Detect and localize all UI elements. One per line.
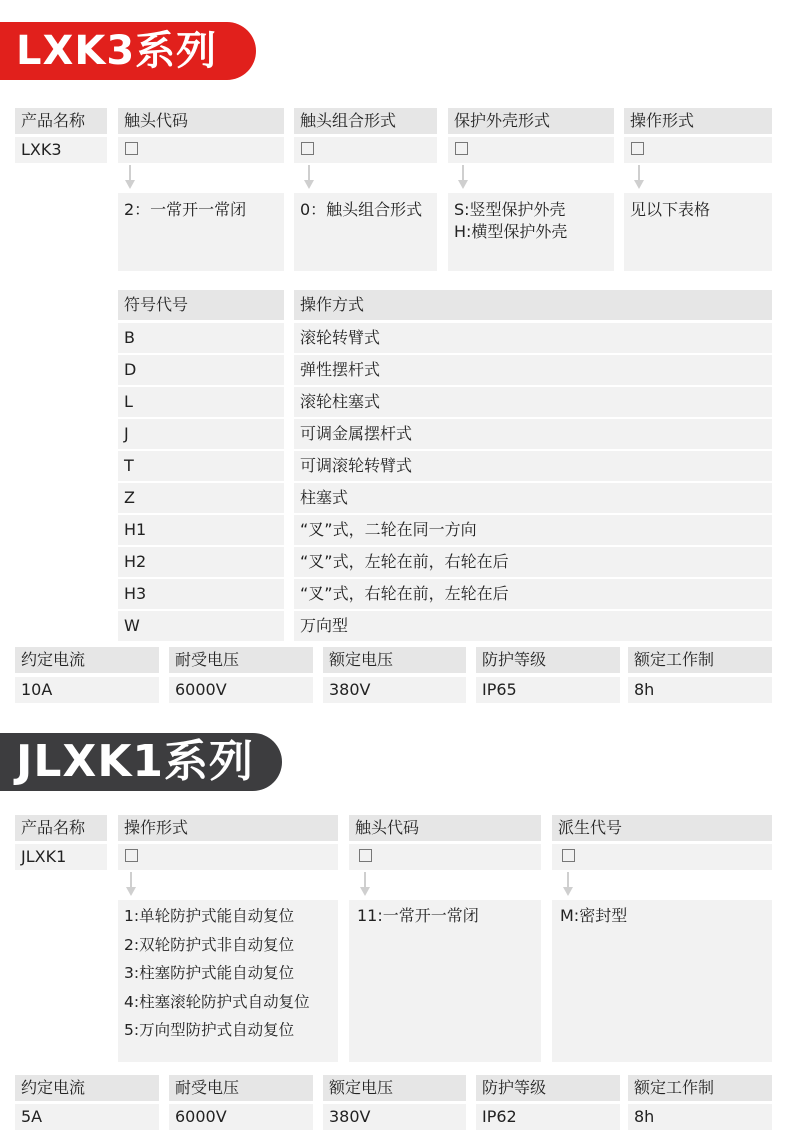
op-table-code: L bbox=[118, 387, 284, 417]
desc-line: 2:双轮防护式非自动复位 bbox=[124, 935, 295, 954]
lxk3-placeholder-box bbox=[631, 142, 644, 155]
lxk3-spec-header: 约定电流 bbox=[15, 647, 159, 673]
down-arrow-icon bbox=[632, 165, 646, 191]
desc-line: 11:一常开一常闭 bbox=[357, 906, 479, 925]
op-table-code: B bbox=[118, 323, 284, 353]
lxk3-spec-header: 防护等级 bbox=[476, 647, 620, 673]
lxk3-operation-cell bbox=[624, 137, 772, 163]
jlxk1-header-derivative-code: 派生代号 bbox=[552, 815, 772, 841]
lxk3-header-contact-combination: 触头组合形式 bbox=[294, 108, 437, 134]
jlxk1-contact-cell bbox=[349, 844, 541, 870]
lxk3-product-value: LXK3 bbox=[15, 137, 107, 163]
down-arrow-icon bbox=[124, 872, 138, 898]
desc-line: 3:柱塞防护式能自动复位 bbox=[124, 964, 295, 982]
jlxk1-spec-header: 防护等级 bbox=[476, 1075, 620, 1101]
jlxk1-header-contact-code: 触头代码 bbox=[349, 815, 541, 841]
desc-line: 4:柱塞滚轮防护式自动复位 bbox=[124, 992, 310, 1011]
lxk3-spec-header: 耐受电压 bbox=[169, 647, 313, 673]
jlxk1-product-value: JLXK1 bbox=[15, 844, 107, 870]
lxk3-operation-desc bbox=[624, 193, 772, 271]
op-table-code: T bbox=[118, 451, 284, 481]
jlxk1-series-title: JLXK1系列 bbox=[0, 733, 282, 791]
desc-line: 5:万向型防护式自动复位 bbox=[124, 1021, 295, 1039]
lxk3-header-product-name: 产品名称 bbox=[15, 108, 107, 134]
jlxk1-spec-value: 380V bbox=[323, 1104, 466, 1130]
jlxk1-spec-header: 约定电流 bbox=[15, 1075, 159, 1101]
op-table-code: H1 bbox=[118, 515, 284, 545]
op-table-code: Z bbox=[118, 483, 284, 513]
desc-line: 1:单轮防护式能自动复位 bbox=[124, 907, 295, 925]
op-table-code: J bbox=[118, 419, 284, 449]
desc-line: M:密封型 bbox=[560, 906, 628, 925]
jlxk1-operation-desc bbox=[118, 900, 338, 1062]
lxk3-series-title: LXK3系列 bbox=[0, 22, 256, 80]
jlxk1-header-operation: 操作形式 bbox=[118, 815, 338, 841]
jlxk1-derivative-desc bbox=[552, 900, 772, 1062]
op-table-method: “叉”式，右轮在前，左轮在后 bbox=[294, 579, 772, 609]
jlxk1-placeholder-box bbox=[562, 849, 575, 862]
down-arrow-icon bbox=[302, 165, 316, 191]
desc-line: 0：触头组合形式 bbox=[300, 200, 423, 219]
lxk3-spec-value: 10A bbox=[15, 677, 159, 703]
lxk3-spec-value: 6000V bbox=[169, 677, 313, 703]
lxk3-header-contact-code: 触头代码 bbox=[118, 108, 284, 134]
jlxk1-spec-value: 5A bbox=[15, 1104, 159, 1130]
desc-line: 见以下表格 bbox=[630, 200, 711, 219]
jlxk1-spec-value: 8h bbox=[628, 1104, 772, 1130]
lxk3-spec-value: IP65 bbox=[476, 677, 620, 703]
jlxk1-spec-header: 额定电压 bbox=[323, 1075, 466, 1101]
jlxk1-derivative-cell bbox=[552, 844, 772, 870]
op-table-method: “叉”式，二轮在同一方向 bbox=[294, 515, 772, 545]
op-table-method: “叉”式，左轮在前，右轮在后 bbox=[294, 547, 772, 577]
desc-line: H:横型保护外壳 bbox=[454, 222, 568, 241]
op-table-method: 滚轮柱塞式 bbox=[294, 387, 772, 417]
lxk3-placeholder-box bbox=[125, 142, 138, 155]
lxk3-contact-code-desc bbox=[118, 193, 284, 271]
op-table-method: 万向型 bbox=[294, 611, 772, 641]
op-table-method: 可调滚轮转臂式 bbox=[294, 451, 772, 481]
lxk3-spec-value: 8h bbox=[628, 677, 772, 703]
down-arrow-icon bbox=[358, 872, 372, 898]
lxk3-spec-header: 额定电压 bbox=[323, 647, 466, 673]
op-table-method: 可调金属摆杆式 bbox=[294, 419, 772, 449]
op-table-header-method: 操作方式 bbox=[294, 290, 772, 320]
desc-line: S:竖型保护外壳 bbox=[454, 200, 566, 219]
lxk3-header-operation: 操作形式 bbox=[624, 108, 772, 134]
lxk3-enclosure-desc bbox=[448, 193, 614, 271]
jlxk1-spec-value: IP62 bbox=[476, 1104, 620, 1130]
lxk3-spec-value: 380V bbox=[323, 677, 466, 703]
lxk3-combination-cell bbox=[294, 137, 437, 163]
down-arrow-icon bbox=[561, 872, 575, 898]
lxk3-placeholder-box bbox=[301, 142, 314, 155]
desc-line: 2：一常开一常闭 bbox=[124, 200, 247, 219]
lxk3-contact-code-cell bbox=[118, 137, 284, 163]
down-arrow-icon bbox=[456, 165, 470, 191]
jlxk1-placeholder-box bbox=[125, 849, 138, 862]
op-table-method: 柱塞式 bbox=[294, 483, 772, 513]
op-table-code: H2 bbox=[118, 547, 284, 577]
jlxk1-header-product-name: 产品名称 bbox=[15, 815, 107, 841]
op-table-code: H3 bbox=[118, 579, 284, 609]
lxk3-combination-desc bbox=[294, 193, 437, 271]
op-table-method: 滚轮转臂式 bbox=[294, 323, 772, 353]
op-table-method: 弹性摆杆式 bbox=[294, 355, 772, 385]
op-table-code: W bbox=[118, 611, 284, 641]
jlxk1-operation-cell bbox=[118, 844, 338, 870]
op-table-code: D bbox=[118, 355, 284, 385]
jlxk1-placeholder-box bbox=[359, 849, 372, 862]
op-table-header-code: 符号代号 bbox=[118, 290, 284, 320]
jlxk1-contact-desc bbox=[349, 900, 541, 1062]
lxk3-spec-header: 额定工作制 bbox=[628, 647, 772, 673]
down-arrow-icon bbox=[123, 165, 137, 191]
jlxk1-spec-header: 额定工作制 bbox=[628, 1075, 772, 1101]
jlxk1-spec-header: 耐受电压 bbox=[169, 1075, 313, 1101]
lxk3-enclosure-cell bbox=[448, 137, 614, 163]
jlxk1-spec-value: 6000V bbox=[169, 1104, 313, 1130]
lxk3-placeholder-box bbox=[455, 142, 468, 155]
lxk3-header-enclosure: 保护外壳形式 bbox=[448, 108, 614, 134]
